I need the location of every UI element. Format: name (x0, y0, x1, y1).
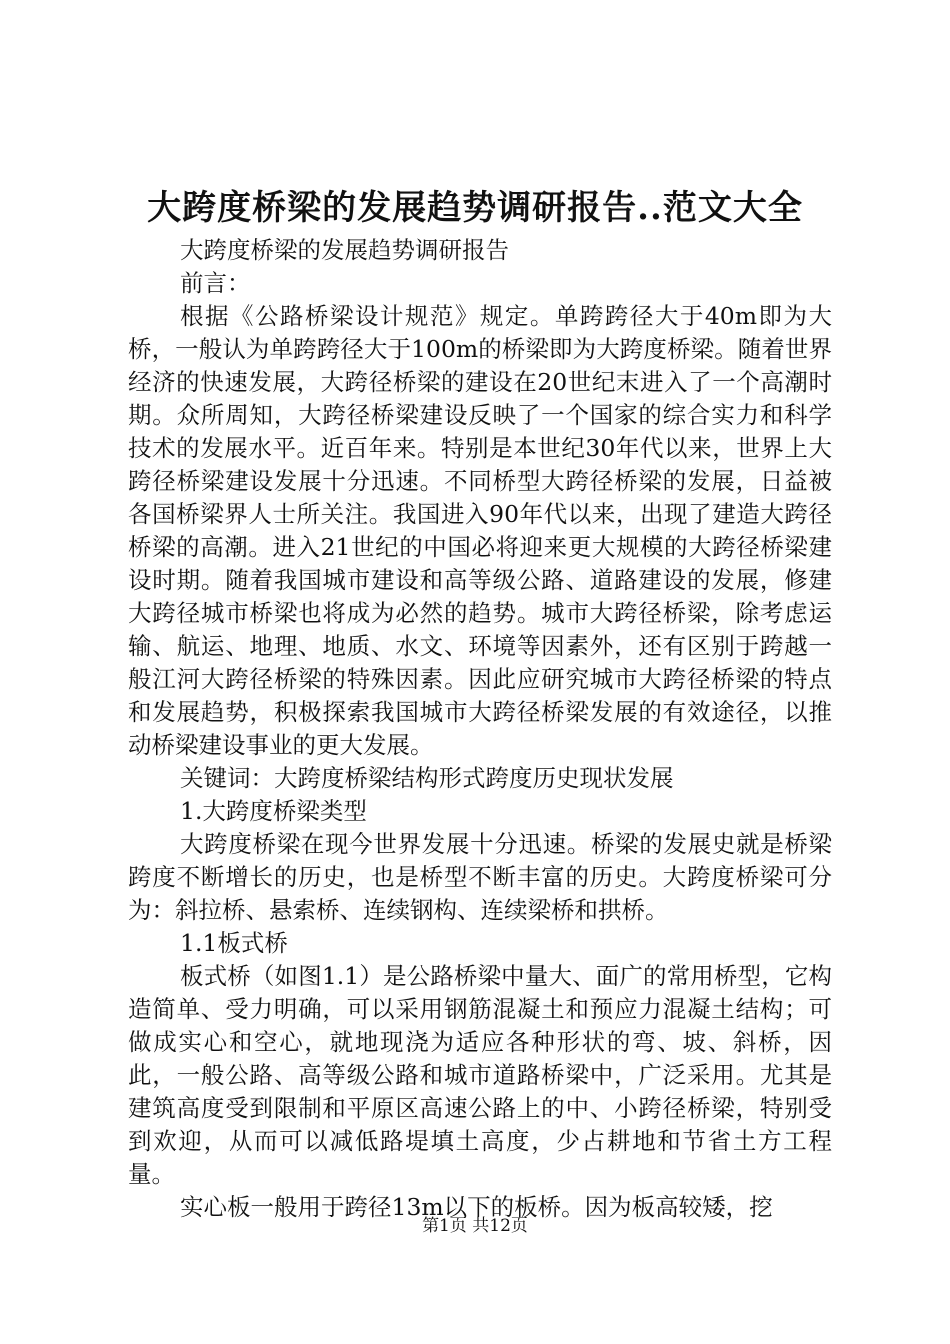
paragraph-section-1: 大跨度桥梁在现今世界发展十分迅速。桥梁的发展史就是桥梁跨度不断增长的历史，也是桥型不断丰富的历史。大跨度桥梁可分为：斜拉桥、悬索桥、连续钢构、连续梁桥和拱桥。 (128, 830, 832, 924)
paragraph-solid-slab: 实心板一般用于跨径13m以下的板桥。因为板高较矮，挖 (180, 1193, 773, 1221)
page-footer: 第1页 共12页 (422, 1216, 528, 1236)
preface-label: 前言： (180, 269, 251, 297)
subtitle: 大跨度桥梁的发展趋势调研报告 (180, 236, 509, 264)
keywords-line: 关键词：大跨度桥梁结构形式跨度历史现状发展 (180, 764, 674, 792)
section-heading-1-1: 1.1板式桥 (180, 929, 288, 957)
document-body (128, 234, 832, 1224)
document-title: 大跨度桥梁的发展趋势调研报告..范文大全 (147, 188, 803, 228)
paragraph-slab-bridge: 板式桥（如图1.1）是公路桥梁中量大、面广的常用桥型，它构造简单、受力明确，可以采用钢筋混凝土和预应力混凝土结构；可做成实心和空心，就地现浇为适应各种形状的弯、坡、斜桥，因此，一般公路、高等级公路和城市道路桥梁中，广泛采用。尤其是建筑高度受到限制和平原区高速公路上的中、小跨径桥梁，特别受到欢迎，从而可以减低路堤填土高度，少占耕地和节省土方工程量。 (128, 962, 832, 1188)
section-heading-1: 1.大跨度桥梁类型 (180, 797, 367, 825)
paragraph-intro: 根据《公路桥梁设计规范》规定。单跨跨径大于40m即为大桥，一般认为单跨跨径大于100m的桥梁即为大跨度桥梁。随着世界经济的快速发展，大跨径桥梁的建设在20世纪末进入了一个高潮时期。众所周知，大跨径桥梁建设反映了一个国家的综合实力和科学技术的发展水平。近百年来。特别是本世纪30年代以来，世界上大跨径桥梁建设发展十分迅速。不同桥型大跨径桥梁的发展，日益被各国桥梁界人士所关注。我国进入90年代以来，出现了建造大跨径桥梁的高潮。进入21世纪的中国必将迎来更大规模的大跨径桥梁建设时期。随着我国城市建设和高等级公路、道路建设的发展，修建大跨径城市桥梁也将成为必然的趋势。城市大跨径桥梁，除考虑运输、航运、地理、地质、水文、环境等因素外，还有区别于跨越一般江河大跨径桥梁的特殊因素。因此应研究城市大跨径桥梁的特点和发展趋势，积极探索我国城市大跨径桥梁发展的有效途径，以推动桥梁建设事业的更大发展。 (128, 302, 832, 759)
